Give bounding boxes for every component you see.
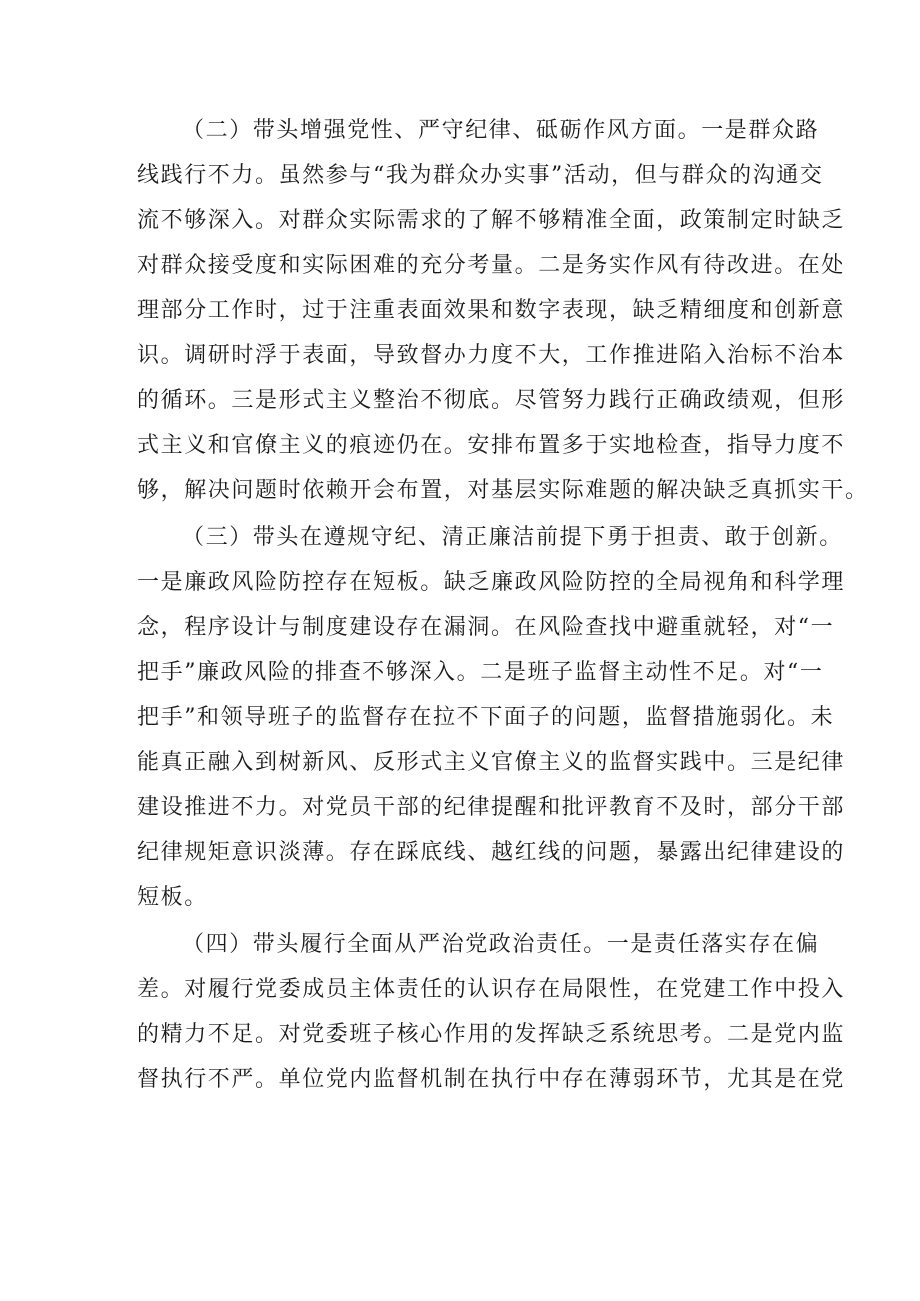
section-3-line-2: 一是廉政风险防控存在短板。缺乏廉政风险防控的全局视角和科学理: [137, 570, 846, 595]
section-4-line-2: 差。对履行党委成员主体责任的认识存在局限性，在党建工作中投入: [137, 977, 846, 1002]
section-3-line-8: 纪律规矩意识淡薄。存在踩底线、越红线的问题，暴露出纪律建设的: [137, 840, 846, 865]
section-3-line-5: 把手”和领导班子的监督存在拉不下面子的问题，监督措施弱化。未: [137, 705, 835, 730]
section-3-line-9: 短板。: [137, 885, 208, 910]
section-4-line-3: 的精力不足。对党委班子核心作用的发挥缺乏系统思考。二是党内监: [137, 1022, 846, 1047]
section-3-line-4: 把手”廉政风险的排查不够深入。二是班子监督主动性不足。对“一: [137, 660, 824, 685]
section-2-line-8: 式主义和官僚主义的痕迹仍在。安排布置多于实地检查，指导力度不: [137, 433, 846, 458]
section-2-line-6: 识。调研时浮于表面，导致督办力度不大，工作推进陷入治标不治本: [137, 343, 846, 368]
section-3-line-3: 念，程序设计与制度建设存在漏洞。在风险查找中避重就轻，对“一: [137, 615, 835, 640]
section-4-line-4: 督执行不严。单位党内监督机制在执行中存在薄弱环节，尤其是在党: [137, 1067, 846, 1092]
section-2-line-9: 够，解决问题时依赖开会布置，对基层实际难题的解决缺乏真抓实干。: [137, 478, 869, 503]
section-2-line-1: （二）带头增强党性、严守纪律、砥砺作风方面。一是群众路: [182, 118, 820, 143]
section-3-line-6: 能真正融入到树新风、反形式主义官僚主义的监督实践中。三是纪律: [137, 750, 846, 775]
section-2-line-2: 线践行不力。虽然参与“我为群众办实事”活动，但与群众的沟通交: [137, 163, 824, 188]
section-4-line-1: （四）带头履行全面从严治党政治责任。一是责任落实存在偏: [182, 932, 820, 957]
section-2-line-4: 对群众接受度和实际困难的充分考量。二是务实作风有待改进。在处: [137, 253, 846, 278]
section-3-line-7: 建设推进不力。对党员干部的纪律提醒和批评教育不及时，部分干部: [137, 795, 846, 820]
section-2-line-5: 理部分工作时，过于注重表面效果和数字表现，缺乏精细度和创新意: [137, 298, 846, 323]
section-3-line-1: （三）带头在遵规守纪、清正廉洁前提下勇于担责、敢于创新。: [182, 525, 843, 550]
section-2-line-3: 流不够深入。对群众实际需求的了解不够精准全面，政策制定时缺乏: [137, 208, 846, 233]
section-2-line-7: 的循环。三是形式主义整治不彻底。尽管努力践行正确政绩观，但形: [137, 388, 846, 413]
